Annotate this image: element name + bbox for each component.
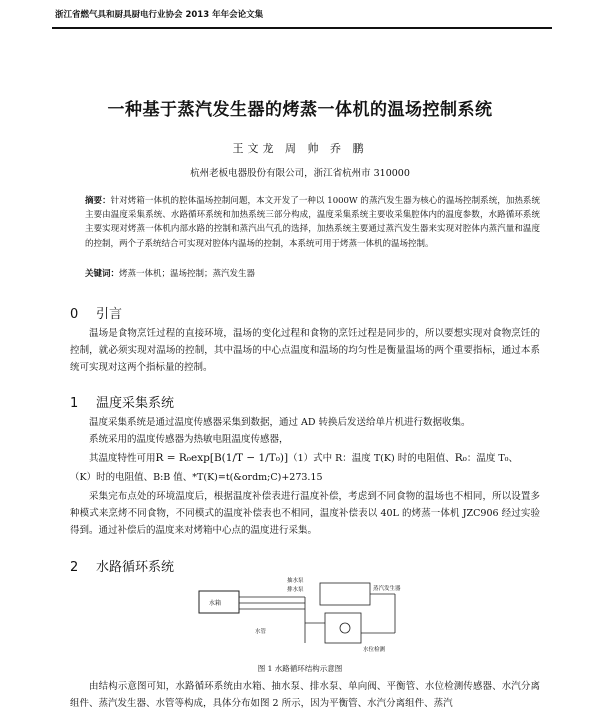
pipe-label: 水管 bbox=[255, 629, 267, 635]
affiliation: 杭州老板电器股份有限公司，浙江省杭州市 310000 bbox=[190, 168, 410, 179]
keywords bbox=[85, 267, 540, 279]
sec1-paragraph-2: 系统采用的温度传感器为热敏电阻温度传感器， bbox=[89, 434, 289, 445]
formula-r0: R₀ bbox=[454, 452, 467, 464]
keywords-text: 烤蒸一体机；温场控制；蒸汽发生器 bbox=[119, 269, 256, 279]
drain-pump-label: 排水泵 bbox=[287, 587, 304, 593]
formula-line bbox=[89, 450, 518, 464]
formula: R = R₀exp[B(1/T − 1/T₀)] bbox=[155, 452, 289, 464]
section-heading-1 bbox=[70, 392, 174, 411]
sec1-paragraph-1: 温度采集系统是通过温度传感器采集到数据，通过 AD 转换后发送给单片机进行数据收集。 bbox=[89, 417, 471, 428]
section-title: 温度采集系统 bbox=[96, 396, 175, 411]
pump-label: 抽水泵 bbox=[287, 578, 304, 584]
formula-line-2: （K）时的电阻值、B:B 值、*T(K)=t(&ordm;C)+273.15 bbox=[70, 472, 323, 483]
sec1-paragraph-3: 采集完布点处的环境温度后，根据温度补偿表进行温度补偿，考虑到不同食物的温场也不相同，所以设置多种模式来烹烤不同食物，不同模式的温度补偿表也不相同，温度补偿表以 40L 的烤蒸一体机 JZC906 经过实验得到。通过补偿后的温度来对烤箱中心点的温度进行采集。 bbox=[70, 491, 540, 536]
keywords-label: 关键词： bbox=[85, 269, 120, 279]
formula-description-2: ：温度 T₀、 bbox=[466, 453, 518, 464]
generator-box bbox=[320, 583, 370, 605]
generator-label: 蒸汽发生器 bbox=[373, 586, 401, 592]
header-rule bbox=[52, 27, 552, 29]
section-heading-0 bbox=[70, 303, 122, 322]
intro-paragraph: 温场是食物烹饪过程的直接环境，温场的变化过程和食物的烹饪过程是同步的，所以要想实现对食物烹饪的控制，就必须实现对温场的控制，其中温场的中心点温度和温场的均匀性是衡量温场的两个重要指标，通过本系统可实现对这两个指标量的控制。 bbox=[70, 328, 540, 373]
paper-title: 一种基于蒸汽发生器的烤蒸一体机的温场控制系统 bbox=[107, 100, 493, 120]
abstract-label: 摘要： bbox=[85, 196, 111, 206]
fan-circle bbox=[340, 623, 350, 633]
cavity-box bbox=[325, 613, 361, 643]
section-number: 1 bbox=[70, 396, 79, 411]
formula-description: （1）式中 R：温度 T(K) 时的电阻值、 bbox=[288, 453, 455, 464]
formula-intro: 其温度特性可用 bbox=[89, 453, 156, 464]
figure-caption: 图 1 水路循环结构示意图 bbox=[257, 664, 343, 673]
running-header: 浙江省燃气具和厨具厨电行业协会 2013 年年会论文集 bbox=[55, 10, 264, 20]
abstract-text: 针对烤箱一体机的腔体温场控制问题，本文开发了一种以 1000W 的蒸汽发生器为核心的温场控制系统，加热系统主要由温度采集系统、水路循环系统和加热系统三部分构成，温度采集系统主要收采集腔体内的温度参数，水路循环系统主要实现对烤蒸一体机内部水路的控制和蒸汽出气孔的选择，加热系统主要通过蒸汽发生器来实现对腔体内蒸汽量和温度的控制，两个子系统结合可实现对腔体内温场的控制，本系统可用于烤蒸一体机的温场控制。 bbox=[85, 196, 540, 249]
abstract bbox=[85, 194, 540, 251]
sec2-paragraph: 由结构示意图可知，水路循环系统由水箱、抽水泵、排水泵、单向阀、平衡管、水位检测传感器、水汽分离组件、蒸汽发生器、水管等构成，具体分布如图 2 所示，因为平衡管、水汽分离组件、蒸汽 bbox=[70, 681, 540, 709]
section-number: 0 bbox=[70, 307, 79, 322]
section-number: 2 bbox=[70, 560, 79, 575]
level-sensor-label: 水位检测 bbox=[363, 647, 386, 653]
section-heading-2 bbox=[70, 556, 174, 575]
water-tank-label: 水箱 bbox=[209, 600, 222, 607]
section-title: 水路循环系统 bbox=[96, 560, 175, 575]
water-circuit-figure bbox=[195, 573, 415, 663]
section-title: 引言 bbox=[96, 307, 123, 322]
authors: 王文龙 周 帅 乔 鹏 bbox=[232, 142, 368, 155]
